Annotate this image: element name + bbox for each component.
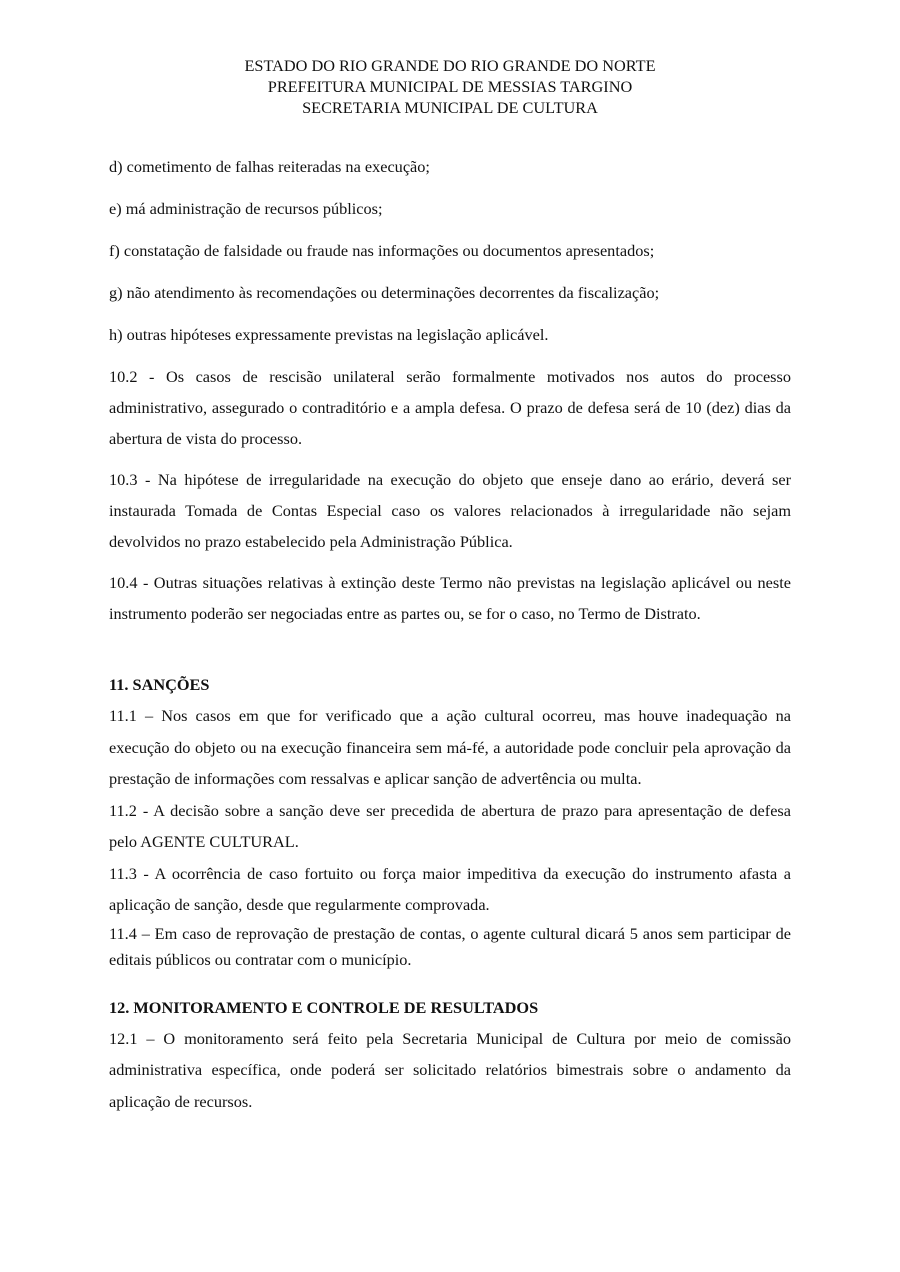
clause-10-2: 10.2 - Os casos de rescisão unilateral serão formalmente motivados nos autos do processo administrativo, assegurado o contraditório e a ampla defesa. O prazo de defesa será de 10 (dez) dias da abertura de vista do processo. [109, 367, 791, 448]
clause-10-3: 10.3 - Na hipótese de irregularidade na execução do objeto que enseje dano ao erário, deverá ser instaurada Tomada de Contas Especial caso os valores relacionados à irregularidade não sejam devolvidos no prazo estabelecido pela Administração Pública. [109, 470, 791, 551]
header-secretariat: SECRETARIA MUNICIPAL DE CULTURA [302, 98, 598, 117]
list-item-f: f) constatação de falsidade ou fraude nas informações ou documentos apresentados; [109, 241, 655, 260]
list-item-g: g) não atendimento às recomendações ou determinações decorrentes da fiscalização; [109, 283, 660, 302]
clause-12-1: 12.1 – O monitoramento será feito pela Secretaria Municipal de Cultura por meio de comissão administrativa específica, onde poderá ser solicitado relatórios bimestrais sobre o andamento da aplicação de recursos. [109, 1028, 791, 1111]
list-item-d: d) cometimento de falhas reiteradas na execução; [109, 157, 430, 176]
list-item-e: e) má administração de recursos públicos; [109, 199, 383, 218]
clause-11-4: 11.4 – Em caso de reprovação de prestação de contas, o agente cultural dicará 5 anos sem participar de editais públicos ou contratar com o município. [109, 923, 791, 969]
header-municipality: PREFEITURA MUNICIPAL DE MESSIAS TARGINO [267, 77, 633, 96]
clause-11-1: 11.1 – Nos casos em que for verificado que a ação cultural ocorreu, mas houve inadequação na execução do objeto ou na execução financeira sem má-fé, a autoridade pode concluir pela aprovação da prestação de informações com ressalvas e aplicar sanção de advertência ou multa. [109, 706, 791, 788]
document-body [109, 151, 791, 1117]
list-item-h: h) outras hipóteses expressamente previstas na legislação aplicável. [109, 325, 549, 344]
clause-10-4: 10.4 - Outras situações relativas à extinção deste Termo não previstas na legislação aplicável ou neste instrumento poderão ser negociadas entre as partes ou, se for o caso, no Termo de Distrato. [109, 573, 791, 623]
document-header [0, 55, 900, 118]
header-state: ESTADO DO RIO GRANDE DO RIO GRANDE DO NORTE [244, 56, 656, 75]
section-11-title: 11. SANÇÕES [109, 675, 210, 694]
clause-11-3: 11.3 - A ocorrência de caso fortuito ou força maior impeditiva da execução do instrumento afasta a aplicação de sanção, desde que regularmente comprovada. [109, 863, 791, 914]
section-12-title: 12. MONITORAMENTO E CONTROLE DE RESULTADOS [109, 997, 539, 1017]
clause-11-2: 11.2 - A decisão sobre a sanção deve ser precedida de abertura de prazo para apresentação de defesa pelo AGENTE CULTURAL. [109, 800, 791, 851]
